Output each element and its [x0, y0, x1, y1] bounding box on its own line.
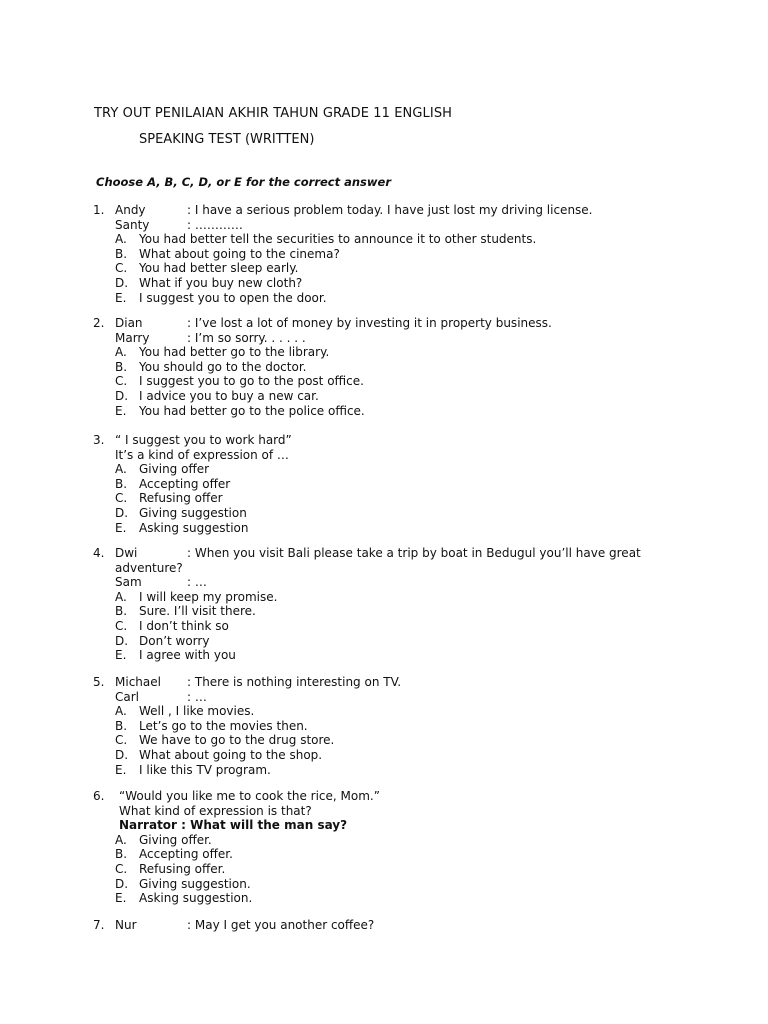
answer-option[interactable]	[93, 763, 693, 778]
option-letter: C.	[115, 733, 128, 748]
option-text: You had better sleep early.	[139, 261, 299, 276]
answer-option[interactable]	[93, 389, 693, 404]
answer-option[interactable]	[93, 847, 693, 862]
option-text: Giving offer.	[139, 832, 212, 847]
option-text: Asking suggestion.	[139, 891, 253, 906]
option-text: You should go to the doctor.	[139, 359, 307, 374]
option-text: Giving suggestion	[139, 505, 247, 520]
question-2	[93, 316, 693, 418]
dialogue-text: : There is nothing interesting on TV.	[187, 675, 402, 689]
question-5	[93, 675, 693, 777]
answer-option[interactable]	[93, 462, 693, 477]
answer-option[interactable]	[93, 877, 693, 892]
option-letter: A.	[115, 462, 127, 477]
speaker-name: Santy	[115, 217, 150, 232]
option-letter: B.	[115, 246, 128, 261]
option-letter: D.	[115, 633, 129, 648]
answer-option[interactable]	[93, 619, 693, 634]
option-letter: E.	[115, 290, 127, 305]
answer-option[interactable]	[93, 360, 693, 375]
dialogue-text: : …	[187, 689, 207, 704]
answer-option[interactable]	[93, 232, 693, 247]
question-prompt: “ I suggest you to work hard”	[115, 433, 292, 447]
question-prompt: It’s a kind of expression of …	[115, 447, 289, 462]
option-text: I suggest you to open the door.	[139, 290, 327, 305]
option-letter: C.	[115, 374, 128, 389]
option-letter: D.	[115, 388, 129, 403]
answer-option[interactable]	[93, 634, 693, 649]
option-letter: C.	[115, 261, 128, 276]
speaker-name: Marry	[115, 330, 150, 345]
option-letter: D.	[115, 876, 129, 891]
option-text: What if you buy new cloth?	[139, 275, 303, 290]
option-text: What about going to the cinema?	[139, 246, 340, 261]
question-4	[93, 546, 693, 663]
question-6	[93, 789, 693, 906]
option-text: Refusing offer.	[139, 861, 226, 876]
question-1	[93, 203, 693, 305]
option-letter: E.	[115, 648, 127, 663]
dialogue-text: : May I get you another coffee?	[187, 918, 375, 932]
option-text: Sure. I’ll visit there.	[139, 604, 256, 619]
option-letter: E.	[115, 520, 127, 535]
answer-option[interactable]	[93, 862, 693, 877]
option-text: Let’s go to the movies then.	[139, 718, 308, 733]
option-letter: E.	[115, 891, 127, 906]
speaker-name: Carl	[115, 689, 139, 704]
option-text: I like this TV program.	[139, 762, 271, 777]
dialogue-text: : I’m so sorry. . . . . .	[187, 330, 306, 345]
question-number: 2.	[93, 316, 105, 330]
option-text: Accepting offer	[139, 476, 231, 491]
option-text: Giving offer	[139, 462, 210, 477]
answer-option[interactable]	[93, 833, 693, 848]
speaker-name: Andy	[115, 203, 146, 217]
option-text: Asking suggestion	[139, 520, 249, 535]
option-letter: B.	[115, 359, 128, 374]
question-number: 1.	[93, 203, 105, 217]
answer-option[interactable]	[93, 733, 693, 748]
option-text: I advice you to buy a new car.	[139, 388, 319, 403]
option-letter: A.	[115, 832, 127, 847]
answer-option[interactable]	[93, 374, 693, 389]
instruction-text: Choose A, B, C, D, or E for the correct answer	[96, 175, 391, 189]
option-text: Refusing offer	[139, 491, 223, 506]
option-text: Giving suggestion.	[139, 876, 251, 891]
question-number: 3.	[93, 433, 105, 447]
question-number: 7.	[93, 918, 105, 932]
option-text: I suggest you to go to the post office.	[139, 374, 364, 389]
option-letter: A.	[115, 345, 127, 360]
answer-option[interactable]	[93, 276, 693, 291]
document-subtitle: SPEAKING TEST (WRITTEN)	[139, 132, 315, 147]
answer-option[interactable]	[93, 748, 693, 763]
answer-option[interactable]	[93, 891, 693, 906]
option-letter: A.	[115, 232, 127, 247]
option-text: You had better tell the securities to announce it to other students.	[139, 232, 537, 247]
question-prompt: What kind of expression is that?	[119, 803, 312, 818]
option-text: You had better go to the library.	[139, 345, 330, 360]
option-letter: C.	[115, 491, 128, 506]
option-letter: B.	[115, 718, 128, 733]
option-letter: C.	[115, 861, 128, 876]
option-letter: C.	[115, 618, 128, 633]
narrator-prompt: Narrator : What will the man say?	[119, 818, 348, 833]
option-text: What about going to the shop.	[139, 747, 323, 762]
speaker-name: Sam	[115, 575, 142, 590]
answer-option[interactable]	[93, 291, 693, 306]
dialogue-continuation: adventure?	[115, 560, 183, 575]
answer-option[interactable]	[93, 491, 693, 506]
answer-option[interactable]	[93, 506, 693, 521]
option-letter: D.	[115, 747, 129, 762]
option-letter: A.	[115, 589, 127, 604]
answer-option[interactable]	[93, 704, 693, 719]
dialogue-text: : I’ve lost a lot of money by investing it in property business.	[187, 316, 552, 330]
option-letter: B.	[115, 847, 128, 862]
dialogue-text: : I have a serious problem today. I have just lost my driving license.	[187, 203, 593, 217]
option-text: I don’t think so	[139, 618, 229, 633]
speaker-name: Dian	[115, 316, 143, 330]
option-text: Well , I like movies.	[139, 704, 255, 719]
option-text: We have to go to the drug store.	[139, 733, 335, 748]
answer-option[interactable]	[93, 648, 693, 663]
dialogue-text: : …	[187, 575, 207, 590]
option-text: You had better go to the police office.	[139, 403, 365, 418]
option-text: Accepting offer.	[139, 847, 233, 862]
document-title: TRY OUT PENILAIAN AKHIR TAHUN GRADE 11 ENGLISH	[94, 106, 453, 121]
option-text: Don’t worry	[139, 633, 210, 648]
option-letter: E.	[115, 403, 127, 418]
question-prompt: “Would you like me to cook the rice, Mom.”	[119, 789, 380, 803]
speaker-name: Dwi	[115, 546, 138, 560]
question-number: 5.	[93, 675, 105, 689]
answer-option[interactable]	[93, 477, 693, 492]
option-letter: E.	[115, 762, 127, 777]
answer-option[interactable]	[93, 261, 693, 276]
option-text: I agree with you	[139, 648, 236, 663]
dialogue-text: : …………	[187, 217, 243, 232]
option-letter: D.	[115, 505, 129, 520]
option-letter: B.	[115, 604, 128, 619]
speaker-name: Michael	[115, 675, 161, 689]
question-3	[93, 433, 693, 535]
speaker-name: Nur	[115, 918, 137, 932]
answer-option[interactable]	[93, 521, 693, 536]
answer-option[interactable]	[93, 345, 693, 360]
answer-option[interactable]	[93, 719, 693, 734]
question-number: 6.	[93, 789, 105, 803]
option-letter: D.	[115, 275, 129, 290]
option-letter: A.	[115, 704, 127, 719]
answer-option[interactable]	[93, 590, 693, 605]
answer-option[interactable]	[93, 247, 693, 262]
option-text: I will keep my promise.	[139, 589, 278, 604]
dialogue-text: : When you visit Bali please take a trip by boat in Bedugul you’ll have great	[187, 546, 641, 560]
option-letter: B.	[115, 476, 128, 491]
question-number: 4.	[93, 546, 105, 560]
answer-option[interactable]	[93, 604, 693, 619]
question-7	[93, 918, 693, 933]
answer-option[interactable]	[93, 404, 693, 419]
